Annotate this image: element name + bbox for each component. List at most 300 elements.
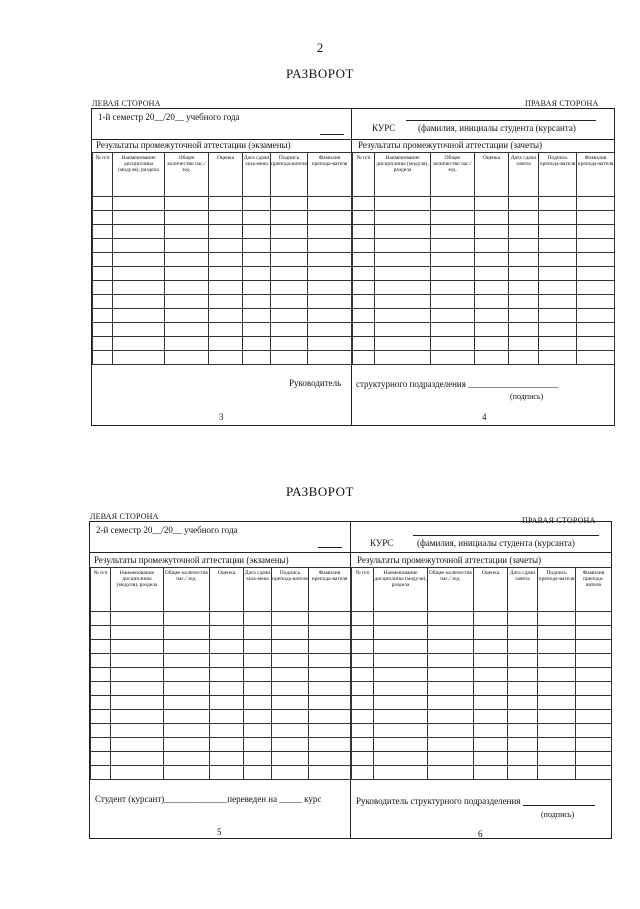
table-cell[interactable] xyxy=(352,654,374,668)
table-cell[interactable] xyxy=(538,738,576,752)
table-cell[interactable] xyxy=(271,225,308,239)
table-cell[interactable] xyxy=(93,351,113,365)
table-cell[interactable] xyxy=(374,626,428,640)
table-cell[interactable] xyxy=(243,351,271,365)
table-cell[interactable] xyxy=(111,682,164,696)
table-cell[interactable] xyxy=(113,239,165,253)
table-cell[interactable] xyxy=(353,351,375,365)
table-cell[interactable] xyxy=(538,682,576,696)
table-cell[interactable] xyxy=(508,668,538,682)
table-cell[interactable] xyxy=(113,281,165,295)
table-cell[interactable] xyxy=(111,626,164,640)
table-cell[interactable] xyxy=(164,654,210,668)
table-cell[interactable] xyxy=(165,211,209,225)
table-cell[interactable] xyxy=(577,323,615,337)
table-cell[interactable] xyxy=(539,267,577,281)
table-cell[interactable] xyxy=(508,724,538,738)
table-cell[interactable] xyxy=(210,738,244,752)
table-cell[interactable] xyxy=(271,351,308,365)
table-cell[interactable] xyxy=(428,710,474,724)
table-cell[interactable] xyxy=(244,710,272,724)
table-cell[interactable] xyxy=(91,612,111,626)
table-cell[interactable] xyxy=(113,351,165,365)
table-cell[interactable] xyxy=(164,682,210,696)
table-cell[interactable] xyxy=(209,323,243,337)
table-cell[interactable] xyxy=(309,668,351,682)
table-cell[interactable] xyxy=(538,626,576,640)
table-cell[interactable] xyxy=(428,682,474,696)
table-cell[interactable] xyxy=(508,752,538,766)
table-cell[interactable] xyxy=(243,197,271,211)
table-cell[interactable] xyxy=(93,295,113,309)
table-cell[interactable] xyxy=(308,323,352,337)
table-cell[interactable] xyxy=(428,766,474,780)
table-cell[interactable] xyxy=(509,239,539,253)
table-cell[interactable] xyxy=(209,351,243,365)
table-cell[interactable] xyxy=(271,309,308,323)
table-cell[interactable] xyxy=(428,612,474,626)
table-cell[interactable] xyxy=(474,696,508,710)
table-cell[interactable] xyxy=(428,696,474,710)
table-cell[interactable] xyxy=(243,253,271,267)
table-cell[interactable] xyxy=(309,752,351,766)
table-cell[interactable] xyxy=(538,668,576,682)
table-cell[interactable] xyxy=(308,239,352,253)
table-cell[interactable] xyxy=(577,267,615,281)
table-cell[interactable] xyxy=(113,337,165,351)
table-cell[interactable] xyxy=(576,752,612,766)
table-cell[interactable] xyxy=(577,239,615,253)
table-cell[interactable] xyxy=(431,211,475,225)
table-cell[interactable] xyxy=(93,197,113,211)
table-cell[interactable] xyxy=(309,654,351,668)
table-cell[interactable] xyxy=(165,337,209,351)
table-cell[interactable] xyxy=(164,668,210,682)
table-cell[interactable] xyxy=(474,640,508,654)
table-cell[interactable] xyxy=(113,267,165,281)
table-cell[interactable] xyxy=(508,766,538,780)
table-cell[interactable] xyxy=(244,612,272,626)
table-cell[interactable] xyxy=(577,211,615,225)
table-cell[interactable] xyxy=(308,267,352,281)
table-cell[interactable] xyxy=(509,323,539,337)
table-cell[interactable] xyxy=(272,626,309,640)
table-cell[interactable] xyxy=(244,766,272,780)
table-cell[interactable] xyxy=(244,752,272,766)
table-cell[interactable] xyxy=(474,766,508,780)
table-cell[interactable] xyxy=(210,654,244,668)
table-cell[interactable] xyxy=(576,710,612,724)
table-cell[interactable] xyxy=(475,211,509,225)
table-cell[interactable] xyxy=(538,696,576,710)
table-cell[interactable] xyxy=(509,309,539,323)
table-cell[interactable] xyxy=(271,267,308,281)
table-cell[interactable] xyxy=(165,197,209,211)
table-cell[interactable] xyxy=(111,612,164,626)
table-cell[interactable] xyxy=(111,654,164,668)
table-cell[interactable] xyxy=(209,197,243,211)
table-cell[interactable] xyxy=(374,738,428,752)
table-cell[interactable] xyxy=(308,225,352,239)
table-cell[interactable] xyxy=(271,281,308,295)
table-cell[interactable] xyxy=(165,253,209,267)
table-cell[interactable] xyxy=(210,710,244,724)
table-cell[interactable] xyxy=(91,682,111,696)
table-cell[interactable] xyxy=(271,323,308,337)
table-cell[interactable] xyxy=(431,225,475,239)
table-cell[interactable] xyxy=(272,752,309,766)
table-cell[interactable] xyxy=(375,337,431,351)
table-cell[interactable] xyxy=(93,211,113,225)
table-cell[interactable] xyxy=(91,626,111,640)
table-cell[interactable] xyxy=(209,225,243,239)
table-cell[interactable] xyxy=(272,766,309,780)
table-cell[interactable] xyxy=(309,724,351,738)
table-cell[interactable] xyxy=(111,668,164,682)
table-cell[interactable] xyxy=(244,640,272,654)
table-cell[interactable] xyxy=(508,682,538,696)
table-cell[interactable] xyxy=(164,612,210,626)
table-cell[interactable] xyxy=(93,323,113,337)
table-cell[interactable] xyxy=(374,752,428,766)
table-cell[interactable] xyxy=(431,351,475,365)
table-cell[interactable] xyxy=(353,239,375,253)
table-cell[interactable] xyxy=(353,267,375,281)
table-cell[interactable] xyxy=(165,225,209,239)
table-cell[interactable] xyxy=(474,654,508,668)
table-cell[interactable] xyxy=(91,668,111,682)
table-cell[interactable] xyxy=(113,323,165,337)
table-cell[interactable] xyxy=(243,337,271,351)
table-cell[interactable] xyxy=(353,309,375,323)
table-cell[interactable] xyxy=(374,724,428,738)
table-cell[interactable] xyxy=(210,626,244,640)
table-cell[interactable] xyxy=(165,295,209,309)
table-cell[interactable] xyxy=(352,724,374,738)
table-cell[interactable] xyxy=(271,253,308,267)
table-cell[interactable] xyxy=(508,738,538,752)
table-cell[interactable] xyxy=(243,211,271,225)
table-cell[interactable] xyxy=(352,752,374,766)
table-cell[interactable] xyxy=(113,225,165,239)
table-cell[interactable] xyxy=(431,309,475,323)
table-cell[interactable] xyxy=(375,225,431,239)
table-cell[interactable] xyxy=(538,724,576,738)
table-cell[interactable] xyxy=(509,295,539,309)
table-cell[interactable] xyxy=(272,612,309,626)
table-cell[interactable] xyxy=(111,710,164,724)
table-cell[interactable] xyxy=(538,654,576,668)
table-cell[interactable] xyxy=(375,323,431,337)
table-cell[interactable] xyxy=(209,267,243,281)
table-cell[interactable] xyxy=(539,197,577,211)
table-cell[interactable] xyxy=(111,738,164,752)
table-cell[interactable] xyxy=(91,640,111,654)
table-cell[interactable] xyxy=(474,724,508,738)
table-cell[interactable] xyxy=(271,211,308,225)
table-cell[interactable] xyxy=(474,738,508,752)
table-cell[interactable] xyxy=(431,323,475,337)
table-cell[interactable] xyxy=(508,710,538,724)
table-cell[interactable] xyxy=(309,612,351,626)
table-cell[interactable] xyxy=(353,225,375,239)
table-cell[interactable] xyxy=(375,309,431,323)
table-cell[interactable] xyxy=(244,738,272,752)
table-cell[interactable] xyxy=(243,281,271,295)
table-cell[interactable] xyxy=(352,612,374,626)
table-cell[interactable] xyxy=(164,752,210,766)
table-cell[interactable] xyxy=(475,351,509,365)
table-cell[interactable] xyxy=(374,612,428,626)
table-cell[interactable] xyxy=(91,710,111,724)
table-cell[interactable] xyxy=(272,668,309,682)
table-cell[interactable] xyxy=(352,626,374,640)
table-cell[interactable] xyxy=(165,281,209,295)
table-cell[interactable] xyxy=(474,668,508,682)
table-cell[interactable] xyxy=(428,668,474,682)
table-cell[interactable] xyxy=(271,337,308,351)
table-cell[interactable] xyxy=(539,211,577,225)
table-cell[interactable] xyxy=(308,211,352,225)
table-cell[interactable] xyxy=(508,654,538,668)
table-cell[interactable] xyxy=(475,197,509,211)
table-cell[interactable] xyxy=(308,295,352,309)
table-cell[interactable] xyxy=(111,724,164,738)
table-cell[interactable] xyxy=(509,351,539,365)
table-cell[interactable] xyxy=(576,682,612,696)
table-cell[interactable] xyxy=(539,225,577,239)
table-cell[interactable] xyxy=(375,351,431,365)
table-cell[interactable] xyxy=(538,752,576,766)
table-cell[interactable] xyxy=(309,710,351,724)
table-cell[interactable] xyxy=(91,752,111,766)
table-cell[interactable] xyxy=(209,253,243,267)
table-cell[interactable] xyxy=(244,626,272,640)
table-cell[interactable] xyxy=(210,668,244,682)
table-cell[interactable] xyxy=(91,696,111,710)
table-cell[interactable] xyxy=(244,668,272,682)
table-cell[interactable] xyxy=(431,197,475,211)
table-cell[interactable] xyxy=(210,682,244,696)
table-cell[interactable] xyxy=(375,211,431,225)
table-cell[interactable] xyxy=(309,626,351,640)
table-cell[interactable] xyxy=(210,752,244,766)
table-cell[interactable] xyxy=(309,696,351,710)
table-cell[interactable] xyxy=(475,267,509,281)
table-cell[interactable] xyxy=(210,640,244,654)
table-cell[interactable] xyxy=(576,626,612,640)
table-cell[interactable] xyxy=(353,295,375,309)
table-cell[interactable] xyxy=(577,295,615,309)
table-cell[interactable] xyxy=(91,724,111,738)
table-cell[interactable] xyxy=(539,309,577,323)
table-cell[interactable] xyxy=(93,225,113,239)
table-cell[interactable] xyxy=(538,612,576,626)
table-cell[interactable] xyxy=(113,295,165,309)
table-cell[interactable] xyxy=(576,724,612,738)
table-cell[interactable] xyxy=(352,682,374,696)
table-cell[interactable] xyxy=(539,337,577,351)
table-cell[interactable] xyxy=(428,724,474,738)
table-cell[interactable] xyxy=(431,239,475,253)
table-cell[interactable] xyxy=(374,710,428,724)
table-cell[interactable] xyxy=(244,654,272,668)
table-cell[interactable] xyxy=(509,337,539,351)
table-cell[interactable] xyxy=(576,766,612,780)
table-cell[interactable] xyxy=(539,295,577,309)
table-cell[interactable] xyxy=(577,225,615,239)
table-cell[interactable] xyxy=(475,281,509,295)
table-cell[interactable] xyxy=(271,239,308,253)
table-cell[interactable] xyxy=(353,337,375,351)
table-cell[interactable] xyxy=(509,267,539,281)
table-cell[interactable] xyxy=(509,253,539,267)
table-cell[interactable] xyxy=(375,267,431,281)
table-cell[interactable] xyxy=(309,682,351,696)
table-cell[interactable] xyxy=(165,351,209,365)
table-cell[interactable] xyxy=(352,766,374,780)
table-cell[interactable] xyxy=(91,766,111,780)
table-cell[interactable] xyxy=(431,267,475,281)
table-cell[interactable] xyxy=(111,696,164,710)
table-cell[interactable] xyxy=(164,710,210,724)
table-cell[interactable] xyxy=(475,225,509,239)
table-cell[interactable] xyxy=(509,211,539,225)
table-cell[interactable] xyxy=(93,337,113,351)
table-cell[interactable] xyxy=(576,696,612,710)
table-cell[interactable] xyxy=(353,197,375,211)
table-cell[interactable] xyxy=(164,640,210,654)
table-cell[interactable] xyxy=(508,696,538,710)
table-cell[interactable] xyxy=(165,239,209,253)
table-cell[interactable] xyxy=(475,253,509,267)
table-cell[interactable] xyxy=(164,724,210,738)
table-cell[interactable] xyxy=(91,738,111,752)
table-cell[interactable] xyxy=(164,626,210,640)
table-cell[interactable] xyxy=(577,197,615,211)
table-cell[interactable] xyxy=(352,738,374,752)
table-cell[interactable] xyxy=(209,295,243,309)
table-cell[interactable] xyxy=(272,724,309,738)
table-cell[interactable] xyxy=(374,668,428,682)
table-cell[interactable] xyxy=(244,724,272,738)
table-cell[interactable] xyxy=(431,337,475,351)
table-cell[interactable] xyxy=(474,612,508,626)
table-cell[interactable] xyxy=(577,337,615,351)
table-cell[interactable] xyxy=(164,766,210,780)
table-cell[interactable] xyxy=(243,239,271,253)
table-cell[interactable] xyxy=(375,253,431,267)
table-cell[interactable] xyxy=(576,668,612,682)
table-cell[interactable] xyxy=(353,323,375,337)
table-cell[interactable] xyxy=(375,239,431,253)
table-cell[interactable] xyxy=(428,626,474,640)
table-cell[interactable] xyxy=(474,682,508,696)
table-cell[interactable] xyxy=(428,752,474,766)
table-cell[interactable] xyxy=(209,239,243,253)
table-cell[interactable] xyxy=(353,211,375,225)
table-cell[interactable] xyxy=(91,654,111,668)
table-cell[interactable] xyxy=(577,281,615,295)
table-cell[interactable] xyxy=(538,640,576,654)
table-cell[interactable] xyxy=(352,696,374,710)
table-cell[interactable] xyxy=(93,309,113,323)
table-cell[interactable] xyxy=(508,626,538,640)
table-cell[interactable] xyxy=(271,295,308,309)
table-cell[interactable] xyxy=(353,281,375,295)
table-cell[interactable] xyxy=(352,668,374,682)
table-cell[interactable] xyxy=(375,197,431,211)
table-cell[interactable] xyxy=(93,239,113,253)
table-cell[interactable] xyxy=(539,239,577,253)
table-cell[interactable] xyxy=(209,309,243,323)
table-cell[interactable] xyxy=(475,337,509,351)
table-cell[interactable] xyxy=(243,225,271,239)
table-cell[interactable] xyxy=(474,710,508,724)
table-cell[interactable] xyxy=(210,766,244,780)
table-cell[interactable] xyxy=(210,612,244,626)
table-cell[interactable] xyxy=(165,267,209,281)
table-cell[interactable] xyxy=(375,281,431,295)
table-cell[interactable] xyxy=(308,197,352,211)
table-cell[interactable] xyxy=(113,197,165,211)
table-cell[interactable] xyxy=(309,738,351,752)
table-cell[interactable] xyxy=(474,626,508,640)
table-cell[interactable] xyxy=(244,696,272,710)
table-cell[interactable] xyxy=(576,654,612,668)
table-cell[interactable] xyxy=(509,225,539,239)
table-cell[interactable] xyxy=(576,612,612,626)
table-cell[interactable] xyxy=(272,696,309,710)
table-cell[interactable] xyxy=(113,309,165,323)
table-cell[interactable] xyxy=(539,323,577,337)
table-cell[interactable] xyxy=(164,738,210,752)
table-cell[interactable] xyxy=(272,682,309,696)
table-cell[interactable] xyxy=(308,309,352,323)
table-cell[interactable] xyxy=(374,766,428,780)
table-cell[interactable] xyxy=(308,337,352,351)
table-cell[interactable] xyxy=(428,640,474,654)
table-cell[interactable] xyxy=(509,281,539,295)
table-cell[interactable] xyxy=(309,640,351,654)
table-cell[interactable] xyxy=(308,351,352,365)
table-cell[interactable] xyxy=(93,253,113,267)
table-cell[interactable] xyxy=(111,752,164,766)
table-cell[interactable] xyxy=(164,696,210,710)
table-cell[interactable] xyxy=(165,323,209,337)
table-cell[interactable] xyxy=(352,710,374,724)
table-cell[interactable] xyxy=(538,766,576,780)
table-cell[interactable] xyxy=(308,281,352,295)
table-cell[interactable] xyxy=(243,309,271,323)
table-cell[interactable] xyxy=(209,337,243,351)
table-cell[interactable] xyxy=(577,351,615,365)
table-cell[interactable] xyxy=(508,640,538,654)
table-cell[interactable] xyxy=(475,239,509,253)
table-cell[interactable] xyxy=(474,752,508,766)
table-cell[interactable] xyxy=(538,710,576,724)
table-cell[interactable] xyxy=(209,211,243,225)
table-cell[interactable] xyxy=(93,281,113,295)
table-cell[interactable] xyxy=(352,640,374,654)
table-cell[interactable] xyxy=(431,281,475,295)
table-cell[interactable] xyxy=(508,612,538,626)
table-cell[interactable] xyxy=(374,682,428,696)
table-cell[interactable] xyxy=(243,323,271,337)
table-cell[interactable] xyxy=(374,696,428,710)
table-cell[interactable] xyxy=(272,654,309,668)
table-cell[interactable] xyxy=(210,696,244,710)
